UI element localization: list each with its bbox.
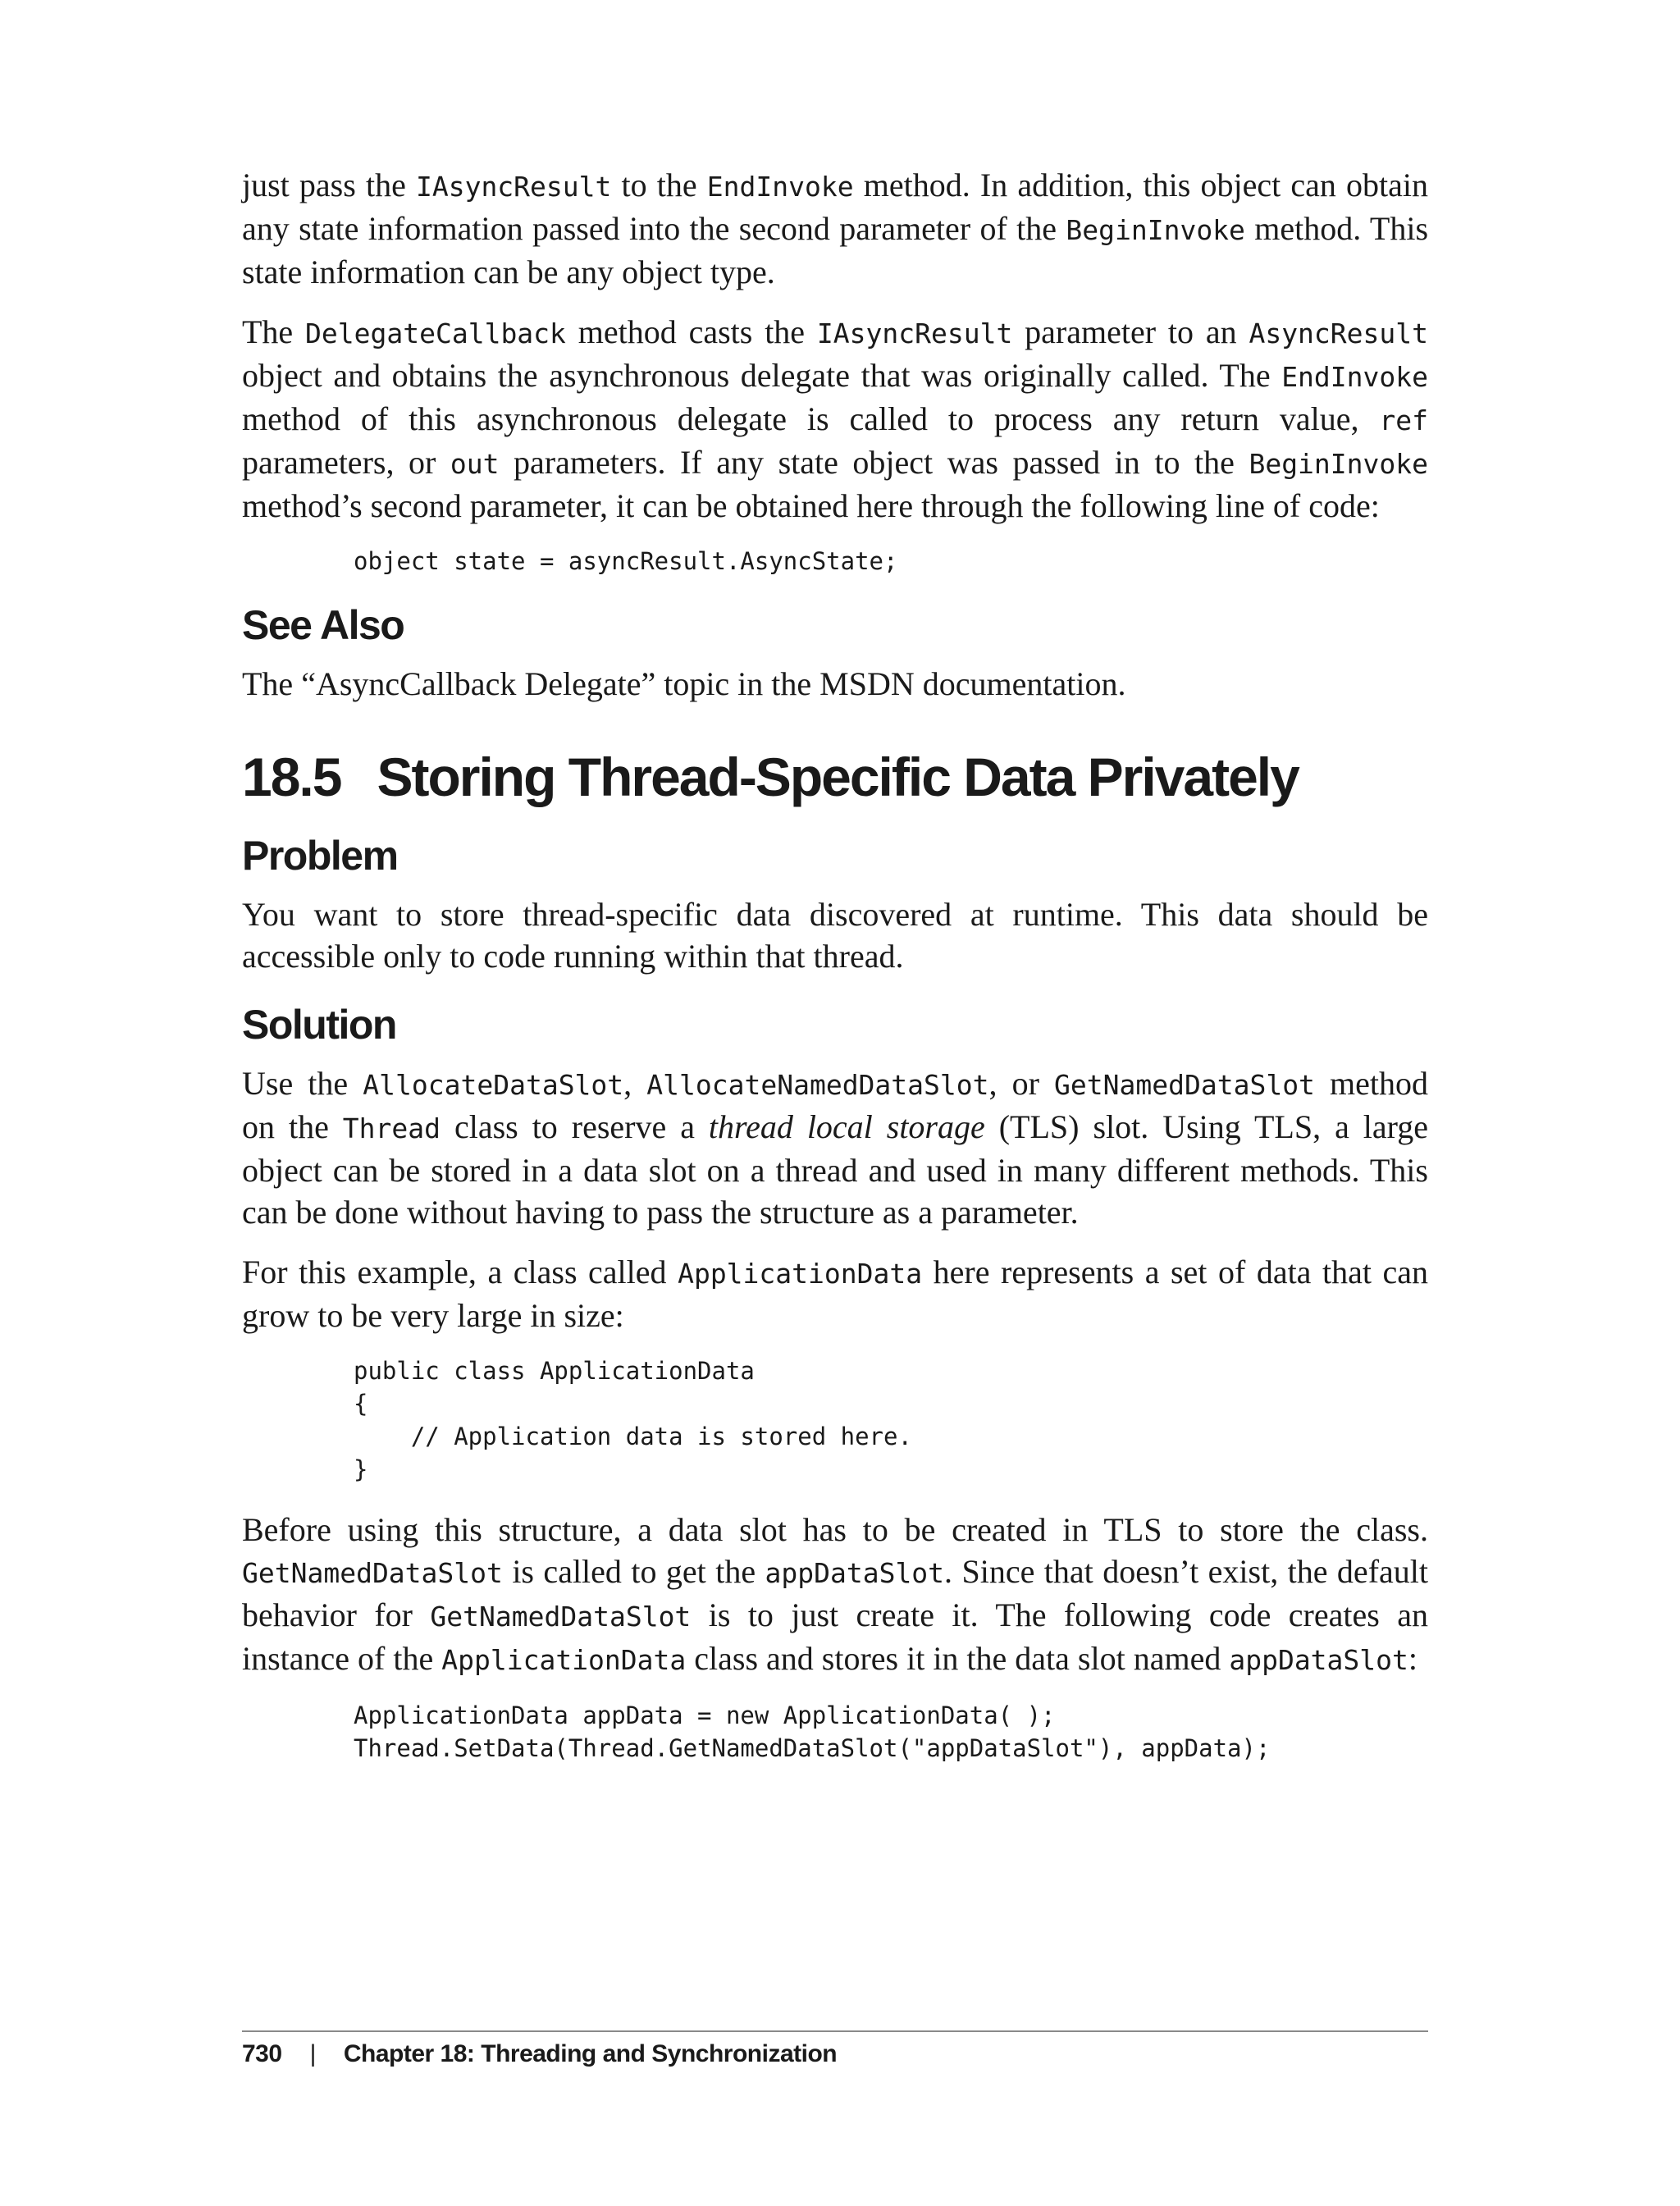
section-heading-see-also: See Also bbox=[242, 602, 404, 648]
text-run: The bbox=[242, 313, 306, 350]
text-run: Use the bbox=[242, 1065, 363, 1102]
inline-code: EndInvoke bbox=[1281, 361, 1428, 393]
solution-paragraph-3 bbox=[242, 1509, 1428, 1681]
recipe-title-text: Storing Thread-Specific Data Privately bbox=[377, 747, 1299, 807]
page-content bbox=[242, 164, 1428, 1788]
text-run: method of this asynchronous delegate is called to process any return value, bbox=[242, 400, 1380, 437]
text-run: class and stores it in the data slot named bbox=[686, 1640, 1230, 1677]
text-run: method casts the bbox=[565, 313, 817, 350]
text-run: just pass the bbox=[242, 167, 416, 203]
solution-paragraph-1 bbox=[242, 1062, 1428, 1233]
text-run: method’s second parameter, it can be obtained here through the following line of code: bbox=[242, 487, 1380, 524]
solution-paragraph-2 bbox=[242, 1251, 1428, 1336]
text-run: parameters. If any state object was passed in to the bbox=[499, 444, 1249, 481]
section-heading-solution: Solution bbox=[242, 1002, 396, 1048]
inline-code: GetNamedDataSlot bbox=[242, 1557, 503, 1589]
inline-code: appDataSlot bbox=[765, 1557, 945, 1589]
inline-code: DelegateCallback bbox=[305, 317, 566, 349]
inline-code: ApplicationData bbox=[441, 1644, 687, 1676]
inline-code: BeginInvoke bbox=[1249, 448, 1428, 480]
text-run: object and obtains the asynchronous delegate that was originally called. The bbox=[242, 357, 1282, 394]
text-run: . Since that doesn’t exist, the default behavior for bbox=[242, 1553, 1428, 1633]
text-run: Before using this structure, a data slot has to be created in TLS to store the class. bbox=[242, 1511, 1428, 1548]
text-run: parameters, or bbox=[242, 444, 450, 481]
text-run: , bbox=[623, 1065, 647, 1102]
text-run: method. In addition, this object can obtain any state information passed into the second parameter of the bbox=[242, 167, 1428, 247]
inline-code: IAsyncResult bbox=[816, 317, 1013, 349]
code-block-asyncstate: object state = asyncResult.AsyncState; bbox=[354, 547, 898, 575]
text-run: is to just create it. The following code creates an instance of the bbox=[242, 1596, 1428, 1677]
problem-text: You want to store thread-specific data discovered at runtime. This data should be accessible only to code running within that thread. bbox=[242, 896, 1428, 975]
code-block-applicationdata: public class ApplicationData { // Application data is stored here. } bbox=[354, 1357, 912, 1483]
inline-code: GetNamedDataSlot bbox=[430, 1601, 692, 1633]
inline-code: GetNamedDataSlot bbox=[1054, 1069, 1315, 1101]
inline-code: ref bbox=[1379, 404, 1428, 436]
paragraph-asyncresult bbox=[242, 164, 1428, 293]
recipe-title bbox=[242, 746, 1428, 808]
text-run: , or bbox=[988, 1065, 1055, 1102]
inline-code: appDataSlot bbox=[1229, 1644, 1408, 1676]
text-run: is called to get the bbox=[502, 1553, 765, 1590]
text-run: (TLS) slot. Using TLS, a large object can be stored in a data slot on a thread and used in many different methods. This can be done without having to pass the structure as a parameter. bbox=[242, 1108, 1428, 1231]
page-footer bbox=[242, 2030, 1428, 2068]
inline-code: AsyncResult bbox=[1249, 317, 1428, 349]
text-run: parameter to an bbox=[1012, 313, 1249, 350]
inline-code: BeginInvoke bbox=[1066, 214, 1245, 246]
inline-code: out bbox=[450, 448, 500, 480]
page-number: 730 bbox=[242, 2040, 282, 2067]
emphasis-term: thread local storage bbox=[708, 1108, 985, 1145]
text-run: : bbox=[1408, 1640, 1418, 1677]
inline-code: IAsyncResult bbox=[415, 171, 612, 203]
text-run: For this example, a class called bbox=[242, 1254, 678, 1290]
inline-code: AllocateDataSlot bbox=[363, 1069, 624, 1101]
section-heading-problem: Problem bbox=[242, 833, 398, 879]
text-run: class to reserve a bbox=[441, 1108, 709, 1145]
inline-code: EndInvoke bbox=[706, 171, 854, 203]
see-also-text: The “AsyncCallback Delegate” topic in the MSDN documentation. bbox=[242, 665, 1126, 702]
text-run: method on the bbox=[242, 1065, 1429, 1145]
footer-separator: | bbox=[309, 2040, 316, 2067]
chapter-title: Chapter 18: Threading and Synchronization bbox=[343, 2040, 838, 2067]
text-run: to the bbox=[611, 167, 707, 203]
code-block-setdata: ApplicationData appData = new ApplicationData( ); Thread.SetData(Thread.GetNamedDataSlot("appDataSlot"), appData); bbox=[354, 1701, 1271, 1762]
text-run: method. This state information can be any object type. bbox=[242, 210, 1429, 290]
inline-code: Thread bbox=[342, 1112, 441, 1144]
inline-code: AllocateNamedDataSlot bbox=[646, 1069, 989, 1101]
recipe-number: 18.5 bbox=[242, 747, 341, 807]
text-run: here represents a set of data that can grow to be very large in size: bbox=[242, 1254, 1428, 1334]
inline-code: ApplicationData bbox=[678, 1258, 923, 1290]
paragraph-delegatecallback bbox=[242, 311, 1428, 527]
